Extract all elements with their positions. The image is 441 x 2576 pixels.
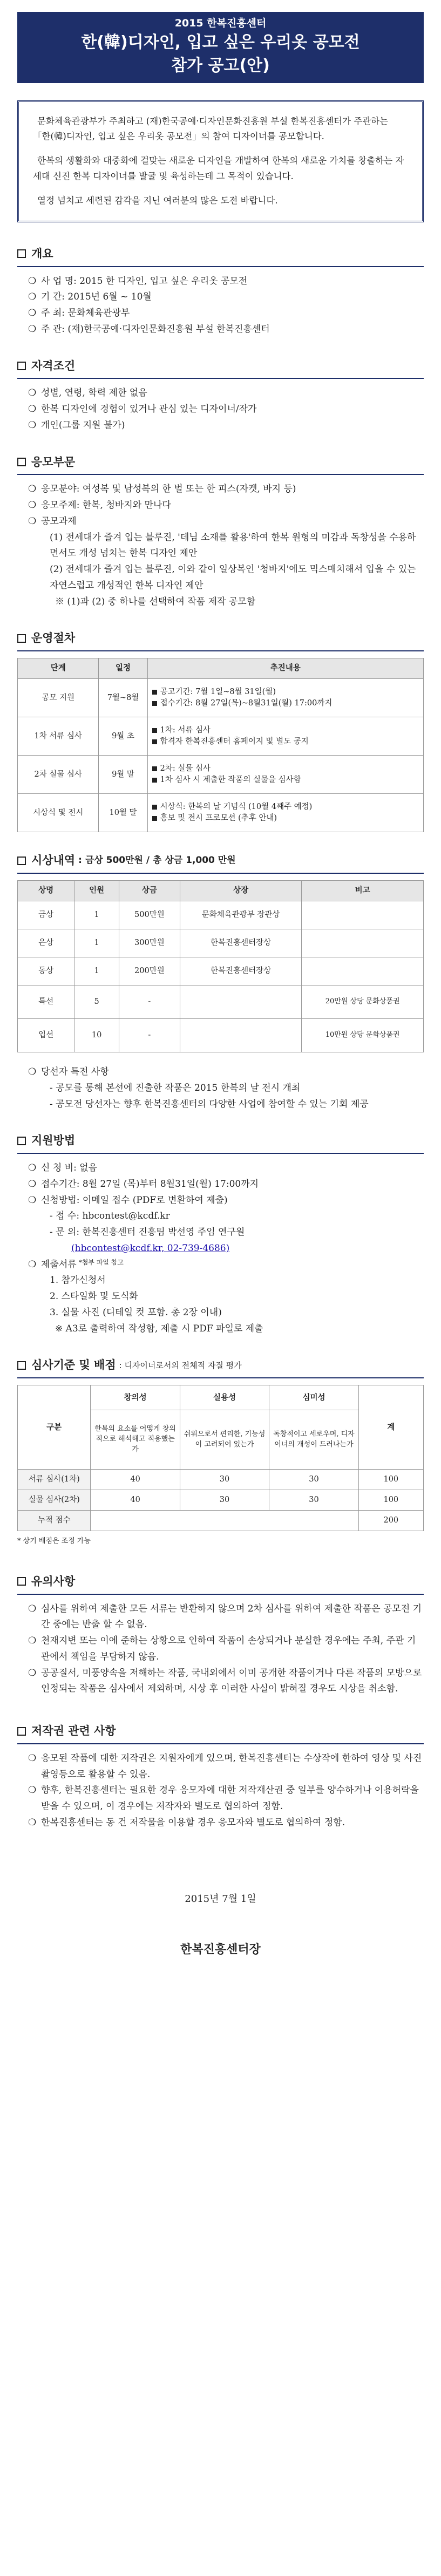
table-header: 일정 xyxy=(99,658,147,679)
table-row xyxy=(18,794,424,832)
table-cell: 공모 지원 xyxy=(18,679,99,717)
table-cell: 1 xyxy=(74,957,119,985)
criteria-description: 한복의 요소를 어떻게 창의적으로 해석해고 적용했는가 xyxy=(91,1410,180,1470)
table-header: 심미성 xyxy=(269,1385,358,1410)
section-title: 자격조건 xyxy=(31,359,76,372)
circle-bullet-icon: ❍ xyxy=(28,1178,37,1190)
cell-line: 2차: 실물 심사 xyxy=(160,764,211,773)
section-heading xyxy=(17,244,424,267)
table-cell: 10 xyxy=(74,1019,119,1052)
section-heading xyxy=(17,1721,424,1744)
cell-line: 접수기간: 8월 27일(목)~8월31일(월) 17:00까지 xyxy=(160,699,333,708)
cell-line: 1차 심사 시 제출한 작품의 실물을 심사함 xyxy=(160,776,301,785)
section-subtitle: : 금상 500만원 / 총 상금 1,000 만원 xyxy=(78,854,236,866)
notice-date: 2015년 7월 1일 xyxy=(185,1893,256,1905)
list-item xyxy=(17,1751,424,1783)
circle-bullet-icon: ❍ xyxy=(28,1194,37,1206)
circle-bullet-icon: ❍ xyxy=(28,388,37,399)
org-name: 2015 한복진흥센터 xyxy=(174,17,267,29)
task-description: (2) 전세대가 즐겨 입는 블루진, 이와 같이 일상복인 '청바지'에도 믹스매치해서 입을 수 있는 자연스럽고 개성적인 한복 디자인 제안 xyxy=(50,564,416,591)
list-item-text: 응모주제: 한복, 청바지와 만나다 xyxy=(41,500,171,511)
list-item xyxy=(17,1633,424,1666)
list-item xyxy=(17,514,424,530)
list-item xyxy=(17,305,424,322)
page-subtitle: 참가 공고(안) xyxy=(171,56,270,76)
section-heading xyxy=(17,851,424,874)
list-item xyxy=(17,322,424,338)
section-title: 지원방법 xyxy=(31,1134,76,1147)
table-cell xyxy=(180,985,302,1019)
table-cell: 한복진흥센터장상 xyxy=(180,929,302,957)
circle-bullet-icon: ❍ xyxy=(28,500,37,511)
table-cell: 동상 xyxy=(18,957,74,985)
checkbox-square-icon xyxy=(17,249,26,258)
table-row xyxy=(18,901,424,929)
checkbox-square-icon xyxy=(17,634,26,643)
checkbox-square-icon xyxy=(17,1727,26,1736)
cell-line: 홍보 및 전시 프로모션 (추후 안내) xyxy=(160,814,277,823)
circle-bullet-icon: ❍ xyxy=(28,404,37,415)
notice-page xyxy=(0,12,441,1961)
doc-item: 2. 스타일화 및 도식화 xyxy=(50,1291,138,1302)
table-cell: 40 xyxy=(91,1470,180,1490)
list-item xyxy=(17,498,424,514)
docs-warning: ※ A3로 출력하여 작성함, 제출 시 PDF 파일로 제출 xyxy=(55,1323,263,1334)
circle-bullet-icon: ❍ xyxy=(28,1752,37,1764)
section-qualification xyxy=(17,356,424,434)
list-item-text: 주 관: (재)한국공예·디자인문화진흥원 부설 한복진흥센터 xyxy=(41,323,270,335)
criteria-table xyxy=(17,1385,424,1531)
page-title: 한(韓)디자인, 입고 싶은 우리옷 공모전 xyxy=(81,32,360,52)
section-title: 시상내역 xyxy=(31,854,76,867)
table-header: 인원 xyxy=(74,881,119,901)
square-bullet-icon xyxy=(152,816,157,821)
table-cell: 100 xyxy=(358,1470,423,1490)
section-schedule xyxy=(17,628,424,832)
cell-line: 시상식: 한복의 날 기념식 (10월 4째주 예정) xyxy=(160,803,313,812)
circle-bullet-icon: ❍ xyxy=(28,484,37,495)
table-cell: 1 xyxy=(74,929,119,957)
checkbox-square-icon xyxy=(17,362,26,370)
table-row xyxy=(18,756,424,794)
circle-bullet-icon: ❍ xyxy=(28,1603,37,1614)
table-cell: - xyxy=(119,1019,180,1052)
list-item-text: 천재지변 또는 이에 준하는 상황으로 인하여 작품이 손상되거나 분실한 경우에는 주최, 주관 기관에서 책임을 부담하지 않음. xyxy=(41,1635,416,1662)
list-item-text: 신 청 비: 없음 xyxy=(41,1163,98,1174)
list-item-text: 당선자 특전 사항 xyxy=(41,1066,109,1078)
benefit-line: - 공모전 당선자는 향후 한복진흥센터의 다양한 사업에 참여할 수 있는 기회 제공 xyxy=(50,1098,369,1110)
task-note: ※ (1)과 (2) 중 하나를 선택하여 작품 제작 공모함 xyxy=(55,596,256,607)
table-row xyxy=(18,957,424,985)
criteria-note: * 상기 배점은 조정 가능 xyxy=(17,1537,91,1546)
section-heading xyxy=(17,628,424,651)
table-cell xyxy=(147,756,423,794)
table-row xyxy=(18,717,424,756)
list-item-text: 제출서류 xyxy=(41,1259,77,1270)
table-cell: 300만원 xyxy=(119,929,180,957)
table-header: 실용성 xyxy=(180,1385,269,1410)
section-title: 심사기준 및 배점 xyxy=(31,1358,116,1372)
table-row xyxy=(18,929,424,957)
table-row xyxy=(18,1511,424,1531)
list-item-text: 심사를 위하여 제출한 모든 서류는 반환하지 않으며 2차 심사를 위하여 제출한 작품은 공모전 기간 중에는 반출 할 수 없음. xyxy=(41,1603,422,1630)
table-cell xyxy=(91,1511,358,1531)
table-cell: 7월~8월 xyxy=(99,679,147,717)
list-item-text: 사 업 명: 2015 한 디자인, 입고 싶은 우리옷 공모전 xyxy=(41,275,248,287)
table-cell: 2차 실물 심사 xyxy=(18,756,99,794)
square-bullet-icon xyxy=(152,805,157,810)
table-cell: 9월 초 xyxy=(99,717,147,756)
table-cell: 9월 말 xyxy=(99,756,147,794)
list-item-text: 공공질서, 미풍양속을 저해하는 작품, 국내외에서 이미 공개한 작품이거나 다른 작품의 모방으로 인정되는 작품은 심사에서 제외하며, 시상 후 이러한 사실이 밝혀질 경우도 시상을 취소함. xyxy=(41,1667,422,1695)
intro-box xyxy=(17,100,424,222)
list-item xyxy=(17,1783,424,1815)
table-cell: 시상식 및 전시 xyxy=(18,794,99,832)
table-cell: 10월 말 xyxy=(99,794,147,832)
docs-note: *첨부 파일 참고 xyxy=(78,1258,124,1266)
cell-line: 합격자 한복진흥센터 홈페이지 및 별도 공지 xyxy=(160,737,309,746)
table-cell: 특선 xyxy=(18,985,74,1019)
list-item-text: 향후, 한복진흥센터는 필요한 경우 응모자에 대한 저작재산권 중 일부를 양수하거나 이용허락을 받을 수 있으며, 이 경우에는 저작자와 별도로 협의하여 정함. xyxy=(41,1785,419,1812)
list-item xyxy=(17,1064,424,1080)
section-apply xyxy=(17,1131,424,1337)
table-header-row xyxy=(18,658,424,679)
table-cell xyxy=(180,1019,302,1052)
schedule-table xyxy=(17,658,424,832)
criteria-description: 쉬워으로서 편리한, 기능성이 고려되어 있는가 xyxy=(180,1410,269,1470)
list-item xyxy=(17,1160,424,1177)
table-cell: 실물 심사(2차) xyxy=(18,1490,91,1511)
table-row xyxy=(18,679,424,717)
doc-item: 1. 참가신청서 xyxy=(50,1275,106,1286)
table-cell xyxy=(147,794,423,832)
list-item xyxy=(17,1815,424,1831)
task-description: (1) 전세대가 즐겨 입는 블루진, '데님 소재를 활용'하여 한복 원형의 미감과 독창성을 수용하면서도 개성 넘치는 한복 디자인 제안 xyxy=(50,532,416,559)
circle-bullet-icon: ❍ xyxy=(28,515,37,527)
table-cell xyxy=(302,929,424,957)
section-awards xyxy=(17,851,424,1112)
circle-bullet-icon: ❍ xyxy=(28,419,37,431)
table-cell xyxy=(147,717,423,756)
square-bullet-icon xyxy=(152,701,157,706)
checkbox-square-icon xyxy=(17,1577,26,1586)
table-cell: 서류 심사(1차) xyxy=(18,1470,91,1490)
table-row xyxy=(18,985,424,1019)
circle-bullet-icon: ❍ xyxy=(28,323,37,335)
list-item xyxy=(17,1257,424,1273)
table-cell xyxy=(147,679,423,717)
circle-bullet-icon: ❍ xyxy=(28,275,37,287)
section-copyright xyxy=(17,1721,424,1831)
list-item xyxy=(17,481,424,498)
awards-table xyxy=(17,880,424,1052)
section-title: 개요 xyxy=(31,247,53,260)
list-item xyxy=(17,418,424,434)
list-item xyxy=(17,1601,424,1634)
table-header: 계 xyxy=(358,1385,423,1470)
section-title: 저작권 관련 사항 xyxy=(31,1724,116,1738)
section-subtitle: : 디자이너로서의 전체적 자질 평가 xyxy=(119,1360,242,1370)
section-field xyxy=(17,452,424,610)
list-item-text: 기 간: 2015년 6월 ~ 10월 xyxy=(41,291,152,303)
list-item-text: 주 최: 문화체육관광부 xyxy=(41,308,130,319)
table-cell: 30 xyxy=(180,1490,269,1511)
table-header: 상명 xyxy=(18,881,74,901)
table-cell: 30 xyxy=(269,1490,358,1511)
table-cell: 한복진흥센터장상 xyxy=(180,957,302,985)
table-row xyxy=(18,1019,424,1052)
table-header: 창의성 xyxy=(91,1385,180,1410)
table-cell: 100 xyxy=(358,1490,423,1511)
table-header: 단계 xyxy=(18,658,99,679)
section-overview xyxy=(17,244,424,338)
table-cell: 40 xyxy=(91,1490,180,1511)
circle-bullet-icon: ❍ xyxy=(28,1635,37,1647)
table-header: 상금 xyxy=(119,881,180,901)
list-item-text: 접수기간: 8월 27일 (목)부터 8월31일(월) 17:00까지 xyxy=(41,1178,259,1190)
table-cell: 1차 서류 심사 xyxy=(18,717,99,756)
section-heading xyxy=(17,1355,424,1378)
list-item xyxy=(17,1666,424,1698)
section-caution xyxy=(17,1572,424,1697)
square-bullet-icon xyxy=(152,690,157,695)
section-heading xyxy=(17,1131,424,1154)
cell-line: 1차: 서류 심사 xyxy=(160,726,211,735)
list-item xyxy=(17,289,424,305)
table-cell: 은상 xyxy=(18,929,74,957)
circle-bullet-icon: ❍ xyxy=(28,308,37,319)
checkbox-square-icon xyxy=(17,1137,26,1145)
table-cell: 30 xyxy=(180,1470,269,1490)
checkbox-square-icon xyxy=(17,458,26,466)
list-item xyxy=(17,402,424,418)
table-cell: 200만원 xyxy=(119,957,180,985)
section-title: 응모부문 xyxy=(31,455,76,468)
list-item xyxy=(17,1193,424,1209)
square-bullet-icon xyxy=(152,739,157,744)
list-item xyxy=(17,1177,424,1193)
criteria-description: 독창적이고 세로우며, 디자이너의 개성이 드러나는가 xyxy=(269,1410,358,1470)
list-item-text: 성별, 연령, 학력 제한 없음 xyxy=(41,388,147,399)
table-cell: 1 xyxy=(74,901,119,929)
circle-bullet-icon: ❍ xyxy=(28,1785,37,1796)
table-cell: 누적 점수 xyxy=(18,1511,91,1531)
table-header-row xyxy=(18,881,424,901)
section-heading xyxy=(17,1572,424,1595)
table-cell: 500만원 xyxy=(119,901,180,929)
intro-paragraph: 열정 넘치고 세련된 감각을 지닌 여러분의 많은 도전 바랍니다. xyxy=(37,195,278,206)
list-item xyxy=(17,274,424,290)
table-cell: 문화체육관광부 장관상 xyxy=(180,901,302,929)
section-criteria xyxy=(17,1355,424,1548)
circle-bullet-icon: ❍ xyxy=(28,1817,37,1828)
circle-bullet-icon: ❍ xyxy=(28,1259,37,1270)
circle-bullet-icon: ❍ xyxy=(28,291,37,303)
section-title: 유의사항 xyxy=(31,1574,76,1588)
doc-item: 3. 실물 사진 (디테일 컷 포함. 총 2장 이내) xyxy=(50,1307,222,1318)
table-header: 구분 xyxy=(18,1385,91,1470)
cell-line: 공고기간: 7월 1일~8월 31일(월) xyxy=(160,688,276,697)
square-bullet-icon xyxy=(152,766,157,771)
header-banner xyxy=(17,12,424,83)
checkbox-square-icon xyxy=(17,1361,26,1370)
list-item xyxy=(17,385,424,402)
contact-line: - 문 의: 한복진흥센터 진흥팀 박선영 주임 연구원 xyxy=(50,1227,245,1238)
section-heading xyxy=(17,452,424,475)
circle-bullet-icon: ❍ xyxy=(28,1066,37,1078)
checkbox-square-icon xyxy=(17,857,26,865)
section-heading xyxy=(17,356,424,379)
table-cell: 입선 xyxy=(18,1019,74,1052)
table-cell: 30 xyxy=(269,1470,358,1490)
table-header: 상장 xyxy=(180,881,302,901)
intro-paragraph: 문화체육관광부가 주최하고 (재)한국공예·디자인문화진흥원 부설 한복진흥센터가 주관하는 「한(韓)디자인, 입고 싶은 우리옷 공모전」의 참여 디자이너를 공모합니다. xyxy=(33,115,389,142)
table-cell: 금상 xyxy=(18,901,74,929)
list-item-text: 응모된 작품에 대한 저작권은 지원자에게 있으며, 한복진흥센터는 수상작에 한하여 영상 및 사진 촬영등으로 활용할 수 있음. xyxy=(41,1752,422,1780)
intro-paragraph: 한복의 생활화와 대중화에 걸맞는 새로운 디자인을 개발하여 한복의 새로운 가치를 창출하는 자세대 신진 한복 디자이너를 발굴 및 육성하는데 그 목적이 있습니다. xyxy=(33,155,404,182)
table-cell: 10만원 상당 문화상품권 xyxy=(302,1019,424,1052)
circle-bullet-icon: ❍ xyxy=(28,1667,37,1678)
table-cell: - xyxy=(119,985,180,1019)
table-header-row xyxy=(18,1385,424,1410)
list-item-text: 응모분야: 여성복 및 남성복의 한 벌 또는 한 피스(자켓, 바지 등) xyxy=(41,484,296,495)
issuer-signature: 한복진흥센터장 xyxy=(180,1943,261,1957)
square-bullet-icon xyxy=(152,778,157,783)
benefit-line: - 공모를 통해 본선에 진출한 작품은 2015 한복의 날 전시 개최 xyxy=(50,1082,301,1093)
table-cell: 200 xyxy=(358,1511,423,1531)
contact-email-link[interactable]: (hbcontest@kcdf.kr, 02-739-4686) xyxy=(71,1242,230,1254)
list-item-text: 신청방법: 이메일 접수 (PDF로 변환하여 제출) xyxy=(41,1194,228,1206)
list-item-text: 한복 디자인에 경험이 있거나 관심 있는 디자이너/작가 xyxy=(41,404,257,415)
table-row xyxy=(18,1490,424,1511)
table-row xyxy=(18,1470,424,1490)
table-cell: 20만원 상당 문화상품권 xyxy=(302,985,424,1019)
list-item-text: 한복진흥센터는 동 건 저작물을 이용할 경우 응모자와 별도로 협의하여 정함. xyxy=(41,1817,345,1828)
list-item-text: 개인(그룹 지원 불가) xyxy=(41,419,125,431)
circle-bullet-icon: ❍ xyxy=(28,1163,37,1174)
table-cell xyxy=(302,901,424,929)
square-bullet-icon xyxy=(152,728,157,733)
list-item-text: 공모과제 xyxy=(41,515,77,527)
section-title: 운영절차 xyxy=(31,631,76,645)
table-header: 추진내용 xyxy=(147,658,423,679)
table-cell xyxy=(302,957,424,985)
table-cell: 5 xyxy=(74,985,119,1019)
email-address[interactable]: - 접 수: hbcontest@kcdf.kr xyxy=(50,1211,170,1222)
table-header: 비고 xyxy=(302,881,424,901)
